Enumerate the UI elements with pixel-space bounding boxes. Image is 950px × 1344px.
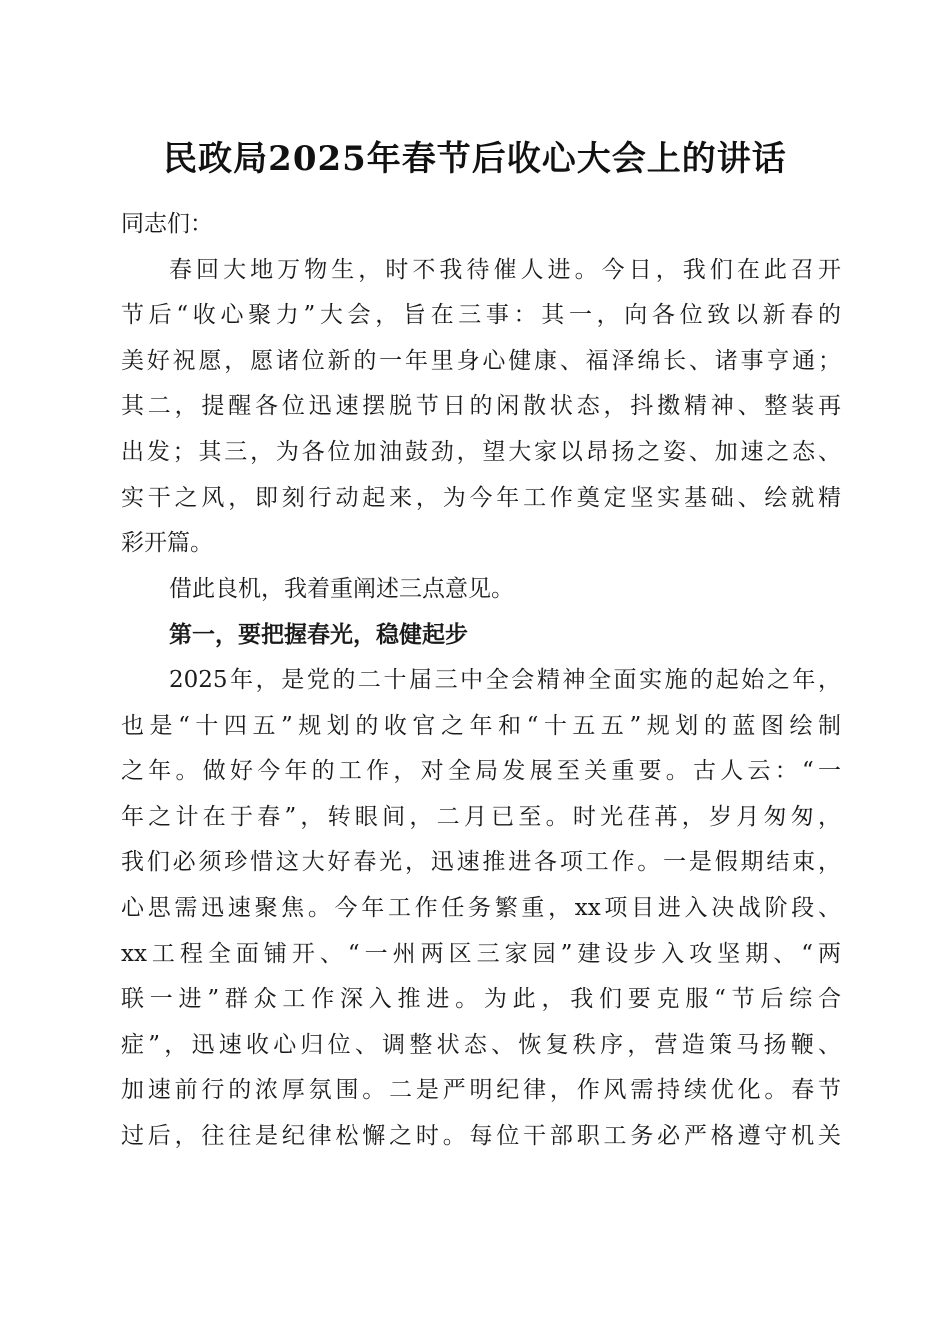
paragraph-line: 心思需迅速聚焦。今年工作任务繁重，xx项目进入决战阶段、 xyxy=(121,894,841,921)
section-heading: 第一，要把握春光，稳健起步 xyxy=(169,621,468,649)
paragraph-line: 彩开篇。 xyxy=(121,530,213,557)
paragraph-line: 联一进”群众工作深入推进。为此，我们要克服“节后综合 xyxy=(121,986,841,1013)
paragraph-line: 借此良机，我着重阐述三点意见。 xyxy=(169,575,514,602)
paragraph-line: 症”，迅速收心归位、调整状态、恢复秩序，营造策马扬鞭、 xyxy=(121,1031,841,1058)
paragraph-line: 其二，提醒各位迅速摆脱节日的闲散状态，抖擞精神、整装再 xyxy=(121,393,841,420)
paragraph-line: 实干之风，即刻行动起来，为今年工作奠定坚实基础、绘就精 xyxy=(121,484,841,511)
paragraph-line: 节后“收心聚力”大会，旨在三事：其一，向各位致以新春的 xyxy=(121,302,841,329)
paragraph-line: 2025年，是党的二十届三中全会精神全面实施的起始之年， xyxy=(169,666,841,693)
paragraph-line: 也是“十四五”规划的收官之年和“十五五”规划的蓝图绘制 xyxy=(121,712,841,739)
paragraph-line: 之年。做好今年的工作，对全局发展至关重要。古人云：“一 xyxy=(121,758,841,785)
salutation: 同志们： xyxy=(121,211,213,237)
paragraph-line: 春回大地万物生，时不我待催人进。今日，我们在此召开 xyxy=(169,256,841,283)
paragraph-line: 美好祝愿，愿诸位新的一年里身心健康、福泽绵长、诸事亨通； xyxy=(121,347,841,374)
paragraph-line: 年之计在于春”，转眼间，二月已至。时光荏苒，岁月匆匆， xyxy=(121,803,841,830)
document-title: 民政局2025年春节后收心大会上的讲话 xyxy=(163,139,787,179)
paragraph-line: xx工程全面铺开、“一州两区三家园”建设步入攻坚期、“两 xyxy=(121,940,841,967)
paragraph-line: 加速前行的浓厚氛围。二是严明纪律，作风需持续优化。春节 xyxy=(121,1077,841,1104)
paragraph-line: 我们必须珍惜这大好春光，迅速推进各项工作。一是假期结束， xyxy=(121,849,841,876)
paragraph-line: 过后，往往是纪律松懈之时。每位干部职工务必严格遵守机关 xyxy=(121,1122,841,1149)
paragraph-line: 出发；其三，为各位加油鼓劲，望大家以昂扬之姿、加速之态、 xyxy=(121,438,841,465)
document-body xyxy=(121,202,841,1159)
